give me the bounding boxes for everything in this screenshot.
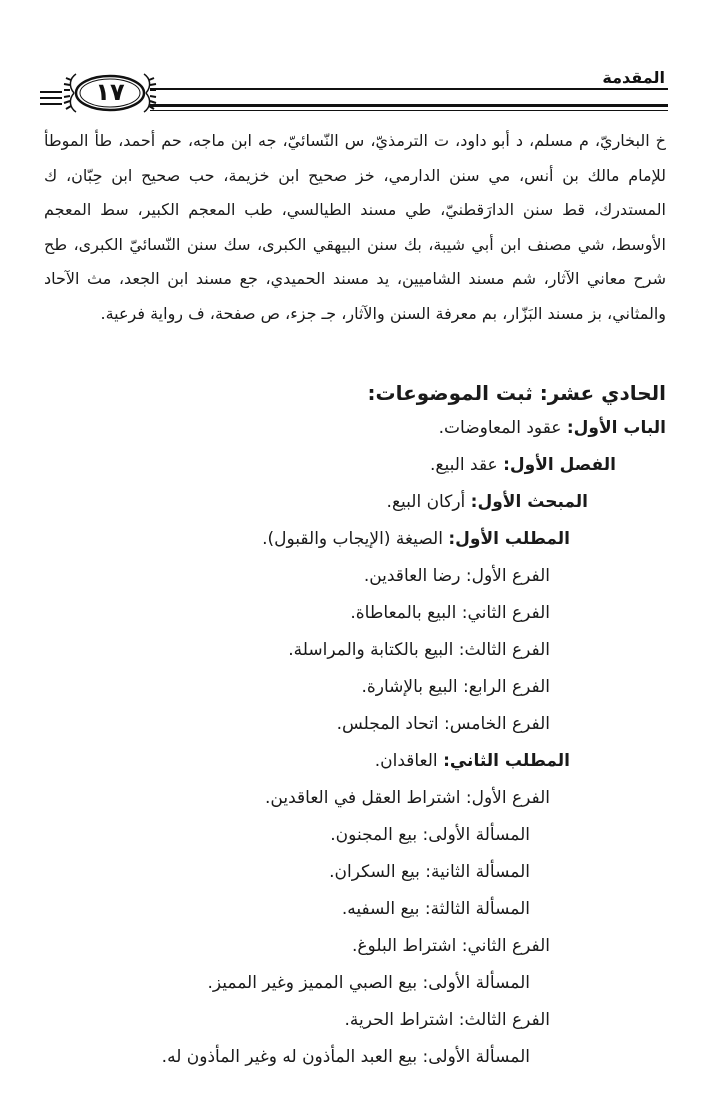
outline-item-text: البيع بالكتابة والمراسلة.: [288, 640, 459, 660]
outline-item-label: المبحث الأول:: [470, 492, 588, 512]
outline-item-label: المسألة الأولى:: [422, 1047, 530, 1067]
outline-item-text: الصيغة (الإيجاب والقبول).: [262, 529, 449, 549]
outline-item-branch: [352, 936, 550, 956]
outline-item-label: الفرع الثاني:: [461, 936, 550, 956]
outline-item-text: بيع السكران.: [329, 862, 426, 882]
outline-item-text: بيع المجنون.: [330, 825, 423, 845]
outline-item-issue: [329, 862, 530, 882]
outline-item-label: الفرع الثالث:: [458, 640, 550, 660]
outline-item-label: الفرع الثالث:: [458, 1010, 550, 1030]
outline-item-issue: [342, 899, 530, 919]
outline-item-branch: [265, 788, 550, 808]
outline-item-text: عقود المعاوضات.: [438, 418, 567, 438]
outline-item-text: بيع السفيه.: [341, 899, 425, 919]
outline-item-label: الفرع الخامس:: [444, 714, 550, 734]
outline-item-text: أركان البيع.: [386, 492, 471, 512]
outline-item-issue: [330, 825, 530, 845]
outline-item-text: اشتراط العقل في العاقدين.: [265, 788, 466, 808]
outline-item-label: الفرع الأول:: [465, 788, 550, 808]
header-left-dash: [40, 91, 62, 93]
header-rule-thick: [150, 104, 668, 107]
outline-item-label: المسألة الثانية:: [425, 862, 530, 882]
outline-item-chapter: [439, 418, 666, 438]
outline-item-label: المسألة الأولى:: [422, 825, 530, 845]
outline-item-label: الفرع الرابع:: [463, 677, 550, 697]
outline-item-label: الفرع الأول:: [465, 566, 550, 586]
outline-item-label: المطلب الأول:: [448, 529, 570, 549]
outline-item-label: الفصل الأول:: [503, 455, 616, 475]
outline-item-label: المطلب الثاني:: [443, 751, 570, 771]
outline-item-text: اشتراط الحرية.: [344, 1010, 459, 1030]
outline-item-text: البيع بالإشارة.: [361, 677, 464, 697]
header-rule-thin: [150, 110, 668, 111]
running-header-title: المقدمة: [602, 68, 665, 87]
outline-item-text: اتحاد المجلس.: [336, 714, 444, 734]
outline-item-branch: [361, 677, 550, 697]
outline-item-label: الباب الأول:: [566, 418, 666, 438]
outline-item-label: المسألة الأولى:: [422, 973, 530, 993]
header-left-dash: [40, 103, 62, 105]
outline-item-subtopic: [375, 751, 570, 771]
outline-item-label: الفرع الثاني:: [461, 603, 550, 623]
abbreviations-paragraph: خ البخاريّ، م مسلم، د أبو داود، ت الترمذيّ، س النّسائيّ، جه ابن ماجه، حم أحمد، طأ الموطأ للإمام مالك بن أنس، مي سنن الدارمي، خز صحيح ابن خزيمة، حب صحيح ابن حِبّان، ك المستدرك، قط سنن الدارَقطنيّ، طي مسند الطيالسي، طب المعجم الكبير، سط المعجم الأوسط، شي مصنف ابن أبي شيبة، بك سنن البيهقي الكبرى، سك سنن النّسائيّ الكبرى، طح شرح معاني الآثار، شم مسند الشاميين، يد مسند الحميدي، جع مسند ابن الجعد، مث الآحاد والمثاني، بز مسند البَزّار، بم معرفة السنن والآثار، جـ جزء، ص صفحة، ف رواية فرعية.: [44, 131, 666, 323]
outline-item-text: البيع بالمعاطاة.: [350, 603, 462, 623]
outline-item-branch: [364, 566, 550, 586]
page-number: ١٧: [95, 78, 125, 106]
outline-item-topic: [387, 492, 588, 512]
outline-item-subtopic: [262, 529, 570, 549]
outline-heading: الحادي عشر: ثبت الموضوعات:: [367, 381, 666, 405]
outline-item-text: بيع الصبي المميز وغير المميز.: [207, 973, 423, 993]
outline-item-text: اشتراط البلوغ.: [351, 936, 462, 956]
header-left-dash: [40, 97, 62, 99]
outline-item-issue: [207, 973, 530, 993]
outline-item-branch: [345, 1010, 551, 1030]
outline-item-section: [430, 455, 616, 475]
header-rule-top: [150, 88, 668, 90]
outline-item-branch: [337, 714, 550, 734]
outline-item-branch: [288, 640, 550, 660]
outline-item-issue: [162, 1047, 530, 1067]
outline-item-label: المسألة الثالثة:: [424, 899, 530, 919]
outline-item-text: عقد البيع.: [430, 455, 504, 475]
outline-item-text: بيع العبد المأذون له وغير المأذون له.: [161, 1047, 423, 1067]
outline-item-text: العاقدان.: [374, 751, 444, 771]
outline-item-branch: [350, 603, 550, 623]
outline-item-text: رضا العاقدين.: [363, 566, 466, 586]
